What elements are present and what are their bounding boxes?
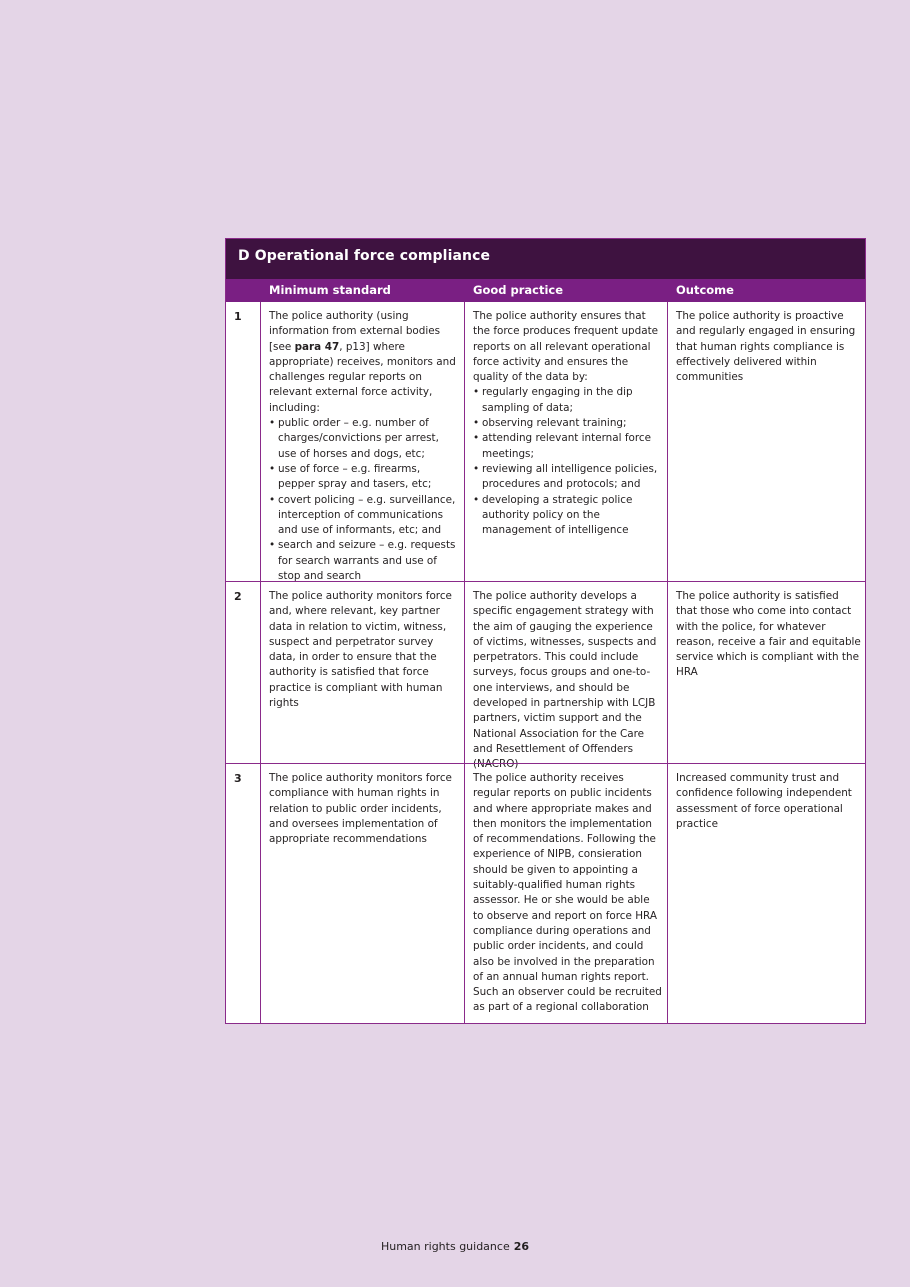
outcome-cell: Increased community trust and confidence following independent assessment of force operational practice bbox=[667, 763, 865, 1023]
list-item: • attending relevant internal force meetings; bbox=[473, 431, 663, 462]
compliance-table bbox=[225, 238, 866, 1024]
row-number: 2 bbox=[226, 581, 260, 763]
minimum-standard-intro bbox=[269, 309, 460, 416]
page-footer bbox=[0, 1240, 910, 1253]
outcome-cell: The police authority is satisfied that those who come into contact with the police, for whatever reason, receive a fair and equitable service which is compliant with the HRA bbox=[667, 581, 865, 763]
list-item: • developing a strategic police authority policy on the management of intelligence bbox=[473, 493, 663, 539]
list-item: • observing relevant training; bbox=[473, 416, 663, 431]
minimum-standard-cell: The police authority monitors force and, where relevant, key partner data in relation to victim, witness, suspect and perpetrator survey data, in order to ensure that the authority is satisfied that force practice is compliant with human rights bbox=[260, 581, 464, 763]
header-number bbox=[226, 279, 260, 302]
row-number: 3 bbox=[226, 763, 260, 1023]
header-outcome: Outcome bbox=[667, 279, 865, 302]
row-number: 1 bbox=[234, 310, 242, 323]
minimum-standard-list bbox=[269, 416, 460, 584]
list-item: • regularly engaging in the dip sampling of data; bbox=[473, 385, 663, 416]
good-practice-intro: The police authority ensures that the force produces frequent update reports on all relevant operational force activity and ensures the quality of the data by: bbox=[473, 310, 659, 384]
paragraph-reference: para 47 bbox=[294, 340, 340, 353]
table-grid bbox=[226, 279, 865, 1023]
list-item: • search and seizure – e.g. requests for search warrants and use of stop and search bbox=[269, 538, 460, 584]
page-number: 26 bbox=[513, 1240, 530, 1253]
list-item: • reviewing all intelligence policies, procedures and protocols; and bbox=[473, 462, 663, 493]
good-practice-cell: The police authority develops a specific engagement strategy with the aim of gauging the experience of victims, witnesses, suspects and perpetrators. This could include surveys, focus groups and one-to-one interviews, and should be developed in partnership with LCJB partners, victim support and the National Association for the Care and Resettlement of Offenders (NACRO) bbox=[464, 581, 667, 763]
good-practice-list bbox=[473, 385, 663, 538]
good-practice-cell bbox=[464, 302, 667, 581]
header-good-practice: Good practice bbox=[464, 279, 667, 302]
header-minimum-standard: Minimum standard bbox=[260, 279, 464, 302]
document-title: Human rights guidance bbox=[380, 1240, 510, 1253]
good-practice-cell: The police authority receives regular reports on public incidents and where appropriate makes and then monitors the implementation of recommendations. Following the experience of NIPB, consieration should be given to appointing a suitably-qualified human rights assessor. He or she would be able to observe and report on force HRA compliance during operations and public order incidents, and could also be involved in the preparation of an annual human rights report. Such an observer could be recruited as part of a regional collaboration bbox=[464, 763, 667, 1023]
intro-text: , p13] where appropriate) receives, monitors and challenges regular reports on relevant external force activity, including: bbox=[269, 340, 456, 414]
minimum-standard-cell bbox=[260, 302, 464, 581]
list-item: • public order – e.g. number of charges/convictions per arrest, use of horses and dogs, etc; bbox=[269, 416, 460, 462]
section-title: D Operational force compliance bbox=[226, 239, 865, 279]
intro-text: The police authority (using information from external bodies [see bbox=[269, 310, 441, 353]
outcome-cell: The police authority is proactive and regularly engaged in ensuring that human rights compliance is effectively delivered within communities bbox=[667, 302, 865, 581]
minimum-standard-cell: The police authority monitors force compliance with human rights in relation to public order incidents, and oversees implementation of appropriate recommendations bbox=[260, 763, 464, 1023]
list-item: • covert policing – e.g. surveillance, interception of communications and use of informants, etc; and bbox=[269, 493, 460, 539]
list-item: • use of force – e.g. firearms, pepper spray and tasers, etc; bbox=[269, 462, 460, 493]
